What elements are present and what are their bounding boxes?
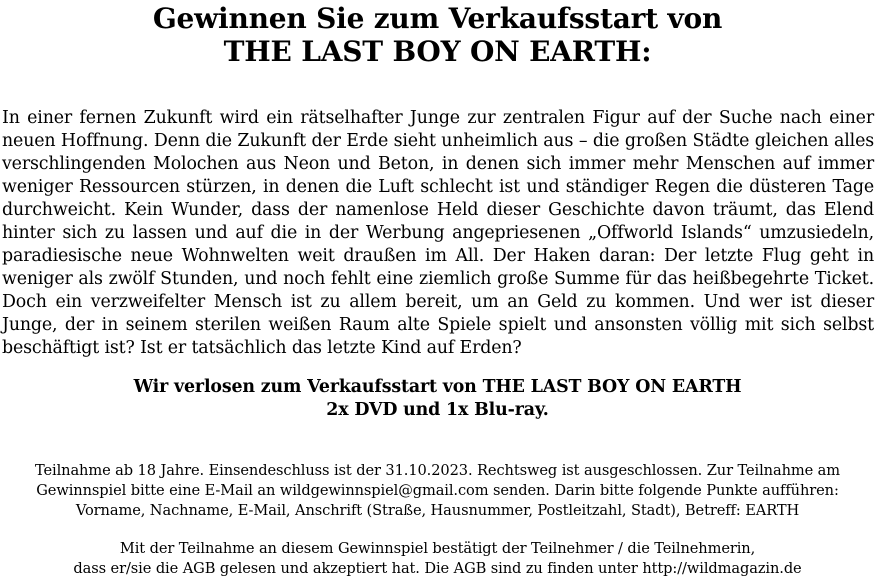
page-title: [0, 2, 875, 68]
terms-line-2: Gewinnspiel bitte eine E-Mail an wildgewinnspiel@gmail.com senden. Darin bitte folgende Punkte aufführen:: [36, 482, 839, 499]
announcement-line-2: 2x DVD und 1x Blu-ray.: [326, 400, 549, 420]
agb-notice: [0, 539, 875, 579]
participation-terms: [0, 461, 875, 521]
title-line-1: Gewinnen Sie zum Verkaufsstart von: [152, 2, 723, 35]
title-line-2: THE LAST BOY ON EARTH:: [223, 35, 652, 68]
announcement-line-1: Wir verlosen zum Verkaufsstart von THE LAST BOY ON EARTH: [133, 377, 742, 397]
terms-line-3: Vorname, Nachname, E-Mail, Anschrift (Straße, Hausnummer, Postleitzahl, Stadt), Betreff: EARTH: [75, 502, 800, 519]
agb-line-1: Mit der Teilnahme an diesem Gewinnspiel bestätigt der Teilnehmer / die Teilnehmerin,: [119, 540, 756, 557]
synopsis-paragraph: In einer fernen Zukunft wird ein rätselhafter Junge zur zentralen Figur auf der Suche nach einer neuen Hoffnung. Denn die Zukunft der Erde sieht unheimlich aus – die großen Städte gleichen alles verschlingenden Molochen aus Neon und Beton, in denen sich immer mehr Menschen auf immer weniger Ressourcen stürzen, in denen die Luft schlecht ist und ständiger Regen die düsteren Tage durchweicht. Kein Wunder, dass der namenlose Held dieser Geschichte davon träumt, das Elend hinter sich zu lassen und auf die in der Werbung angepriesenen „Offworld Islands“ umzusiedeln, paradiesische neue Wohnwelten weit draußen im All. Der Haken daran: Der letzte Flug geht in weniger als zwölf Stunden, und noch fehlt eine ziemlich große Summe für das heißbegehrte Ticket. Doch ein verzweifelter Mensch ist zu allem bereit, um an Geld zu kommen. Und wer ist dieser Junge, der in seinem sterilen weißen Raum alte Spiele spielt und ansonsten völlig mit sich selbst beschäftigt ist? Ist er tatsächlich das letzte Kind auf Erden?: [2, 108, 874, 358]
giveaway-announcement: [0, 376, 875, 422]
terms-line-1: Teilnahme ab 18 Jahre. Einsendeschluss ist der 31.10.2023. Rechtsweg ist ausgeschlossen. Zur Teilnahme am: [34, 462, 841, 479]
agb-line-2: dass er/sie die AGB gelesen und akzeptiert hat. Die AGB sind zu finden unter http://wildmagazin.de: [73, 560, 802, 577]
